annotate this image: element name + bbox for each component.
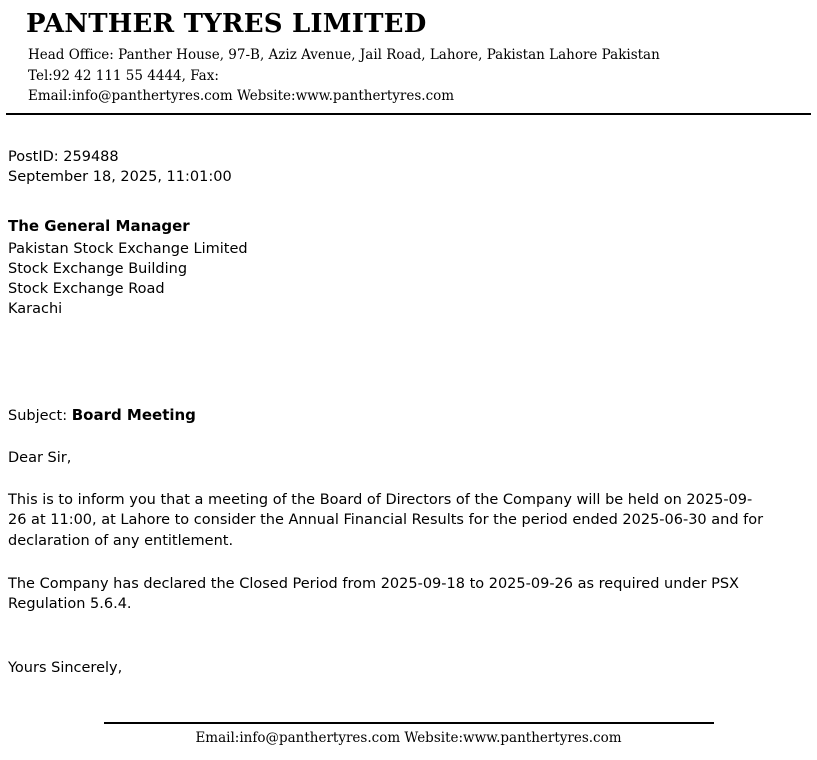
letterhead (6, 0, 811, 115)
company-contact: Email:info@panthertyres.com Website:www.panthertyres.com (28, 88, 455, 105)
post-datetime: September 18, 2025, 11:01:00 (8, 169, 232, 186)
recipient-building: Stock Exchange Building (8, 261, 188, 278)
signoff: Yours Sincerely, (8, 659, 123, 676)
recipient-title: The General Manager (8, 217, 190, 236)
post-meta (8, 147, 809, 187)
footer-divider (104, 722, 714, 724)
page-footer (0, 722, 817, 746)
recipient-city: Karachi (8, 300, 63, 317)
letter-body (0, 147, 817, 678)
footer-contact: Email:info@panthertyres.com Website:www.panthertyres.com (195, 730, 622, 746)
subject-label: Subject: (8, 407, 68, 424)
company-phone: Tel:92 42 111 55 4444, Fax: (28, 67, 219, 84)
recipient-organization: Pakistan Stock Exchange Limited (8, 241, 248, 258)
salutation: Dear Sir, (8, 449, 72, 466)
subject-value: Board Meeting (71, 405, 196, 424)
subject-line (8, 406, 809, 426)
company-name: PANTHER TYRES LIMITED (26, 9, 427, 39)
paragraph-closed-period: The Company has declared the Closed Period from 2025-09-18 to 2025-09-26 as required under PSX Regulation 5.6.4. (8, 575, 739, 613)
post-id: PostID: 259488 (8, 149, 119, 166)
recipient-street: Stock Exchange Road (8, 280, 165, 297)
recipient-block (8, 217, 809, 319)
paragraph-board-meeting: This is to inform you that a meeting of the Board of Directors of the Company will be held on 2025-09-26 at 11:00, at Lahore to consider the Annual Financial Results for the period ended 2025-06-30 and for declaration of any entitlement. (8, 491, 764, 549)
company-address: Head Office: Panther House, 97-B, Aziz Avenue, Jail Road, Lahore, Pakistan Lahore Pakistan (28, 46, 660, 63)
